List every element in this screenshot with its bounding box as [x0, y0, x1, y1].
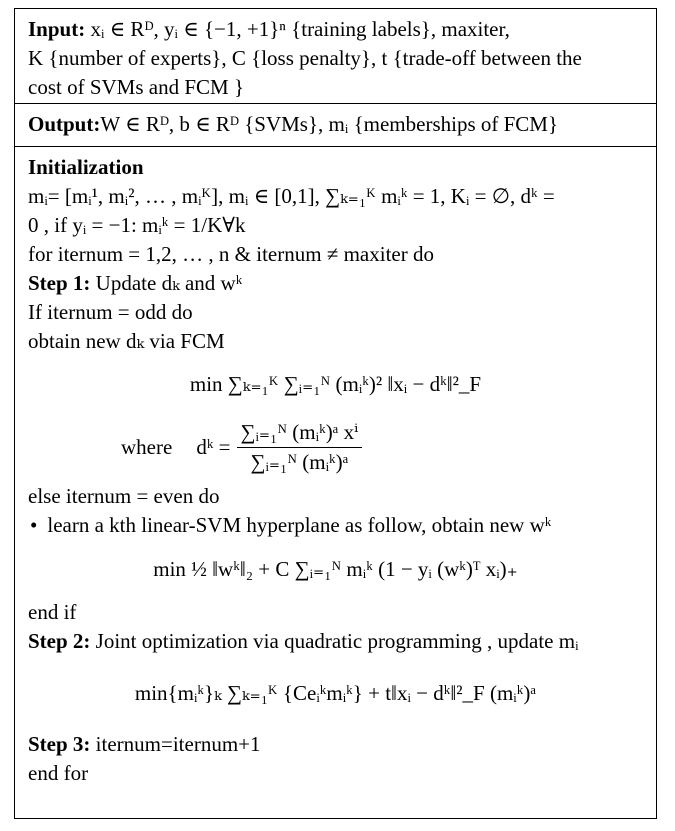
end-if-line: end if: [28, 600, 77, 624]
input-line-3: cost of SVMs and FCM }: [28, 75, 245, 99]
input-line-2: K {number of experts}, C {loss penalty}, t {trade-off between the: [28, 46, 582, 70]
bullet: •: [30, 513, 38, 537]
output-label: Output:: [28, 112, 101, 136]
input-line-1: [28, 15, 643, 44]
joint-optimization-equation: min{mᵢᵏ}ₖ ∑ₖ₌₁ᴷ {Ceᵢᵏmᵢᵏ} + t‖xᵢ − dᵏ‖²_F (mᵢᵏ)ᵃ: [134, 681, 537, 705]
where-fraction: [237, 418, 363, 477]
if-odd-line: If iternum = odd do: [28, 300, 193, 324]
fcm-objective-equation: min ∑ₖ₌₁ᴷ ∑ᵢ₌₁ᴺ (mᵢᵏ)² ‖xᵢ − dᵏ‖²_F: [189, 372, 482, 396]
where-equation: [28, 412, 643, 482]
input-section: [14, 8, 657, 104]
step2-label: Step 2:: [28, 629, 91, 653]
step3-line: [28, 730, 643, 759]
initialization-heading: Initialization: [28, 155, 144, 179]
step2-text: Joint optimization via quadratic programming , update mᵢ: [90, 629, 579, 653]
learn-line: [28, 511, 643, 540]
where-label: where: [121, 434, 173, 459]
output-text: W ∈ Rᴰ, b ∈ Rᴰ {SVMs}, mᵢ {memberships of FCM}: [100, 112, 559, 136]
end-for-line: end for: [28, 761, 89, 785]
output-line: [28, 110, 643, 139]
step1-text: Update dₖ and wᵏ: [90, 271, 243, 295]
fcm-line: obtain new dₖ via FCM: [28, 329, 225, 353]
step1-line: [28, 269, 643, 298]
step3-text: iternum=iternum+1: [90, 732, 261, 756]
else-even-line: else iternum = even do: [28, 484, 220, 508]
learn-text: learn a kth linear-SVM hyperplane as follow, obtain new wᵏ: [47, 513, 552, 537]
svm-objective-equation: min ½ ‖wᵏ‖₂ + C ∑ᵢ₌₁ᴺ mᵢᵏ (1 − yᵢ (wᵏ)ᵀ xᵢ)₊: [153, 557, 518, 581]
algorithm-body: [14, 146, 657, 819]
where-numerator: ∑ᵢ₌₁ᴺ (mᵢᵏ)ᵃ xⁱ: [237, 418, 363, 448]
where-lhs: dᵏ =: [196, 434, 231, 459]
init-line-1: mᵢ= [mᵢ¹, mᵢ², … , mᵢᴷ], mᵢ ∈ [0,1], ∑ₖ₌₁ᴷ mᵢᵏ = 1, Kᵢ = ∅, dᵏ =: [28, 184, 555, 208]
output-section: [14, 103, 657, 147]
init-line-2: 0 , if yᵢ = −1: mᵢᵏ = 1/K∀k: [28, 213, 246, 237]
input-text-1: xᵢ ∈ Rᴰ, yᵢ ∈ {−1, +1}ⁿ {training labels}, maxiter,: [90, 17, 510, 41]
step1-label: Step 1:: [28, 271, 91, 295]
for-loop-line: for iternum = 1,2, … , n & iternum ≠ maxiter do: [28, 242, 434, 266]
input-label: Input:: [28, 17, 86, 41]
step2-line: [28, 627, 643, 656]
where-denominator: ∑ᵢ₌₁ᴺ (mᵢᵏ)ᵃ: [250, 449, 349, 474]
step3-label: Step 3:: [28, 732, 91, 756]
